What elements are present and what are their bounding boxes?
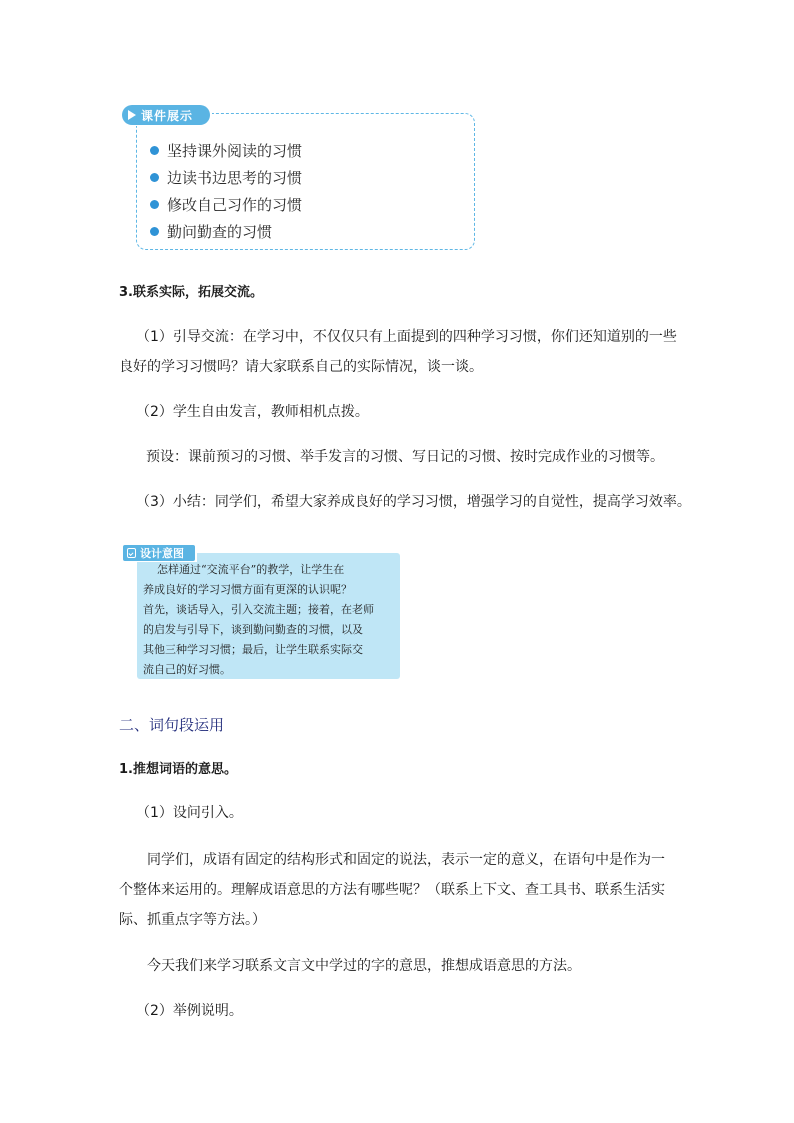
intent-line: 首先，谈话导入，引入交流主题；接着，在老师 <box>143 603 374 616</box>
bullet-dot-icon <box>150 173 159 182</box>
intent-line: 怎样通过“交流平台”的教学，让学生在 <box>143 563 345 576</box>
part2-body-line3: 际、抓重点字等方法。） <box>119 912 266 928</box>
section3-p1-line1: （1）引导交流：在学习中，不仅仅只有上面提到的四种学习习惯，你们还知道别的一些 <box>136 329 677 345</box>
courseware-title: 课件展示 <box>141 108 194 123</box>
intent-line: 其他三种学习习惯；最后，让学生联系实际交 <box>143 643 363 656</box>
part2-heading: 二、词句段运用 <box>119 716 225 734</box>
intent-line: 养成良好的学习习惯方面有更深的认识呢？ <box>143 583 352 596</box>
part2-body-line1: 同学们，成语有固定的结构形式和固定的说法，表示一定的意义，在语句中是作为一 <box>147 852 665 868</box>
bullet-dot-icon <box>150 227 159 236</box>
bullet-dot-icon <box>150 200 159 209</box>
part2-sub1: 1.推想词语的意思。 <box>119 762 237 777</box>
courseware-tab <box>122 104 212 126</box>
part2-today: 今天我们来学习联系文言文中学过的字的意思，推想成语意思的方法。 <box>147 958 581 974</box>
intent-line: 流自己的好习惯。 <box>143 663 231 676</box>
courseware-list <box>150 137 302 245</box>
section3-heading: 3.联系实际，拓展交流。 <box>119 285 263 300</box>
intent-line: 的启发与引导下，谈到勤问勤查的习惯，以及 <box>143 623 363 636</box>
bullet-dot-icon <box>150 146 159 155</box>
section3-p2: （2）学生自由发言，教师相机点拨。 <box>136 404 369 420</box>
part2-q2: （2）举例说明。 <box>136 1003 243 1019</box>
section3-preset: 预设：课前预习的习惯、举手发言的习惯、写日记的习惯、按时完成作业的习惯等。 <box>146 449 664 465</box>
part2-body-line2: 个整体来运用的。理解成语意思的方法有哪些呢？（联系上下文、查工具书、联系生活实 <box>119 882 665 898</box>
play-arrow-icon <box>128 110 136 120</box>
list-item: 勤问勤查的习惯 <box>150 218 302 245</box>
list-item: 修改自己习作的习惯 <box>150 191 302 218</box>
section3-p1-line2: 良好的学习习惯吗？请大家联系自己的实际情况，谈一谈。 <box>119 359 483 375</box>
design-intent-text <box>143 560 397 680</box>
part2-q1: （1）设问引入。 <box>136 805 243 821</box>
design-intent-title: 设计意图 <box>140 547 184 560</box>
list-item: 边读书边思考的习惯 <box>150 164 302 191</box>
list-item: 坚持课外阅读的习惯 <box>150 137 302 164</box>
section3-p3: （3）小结：同学们，希望大家养成良好的学习习惯，增强学习的自觉性，提高学习效率。 <box>136 494 691 510</box>
clipboard-check-icon <box>127 548 136 558</box>
